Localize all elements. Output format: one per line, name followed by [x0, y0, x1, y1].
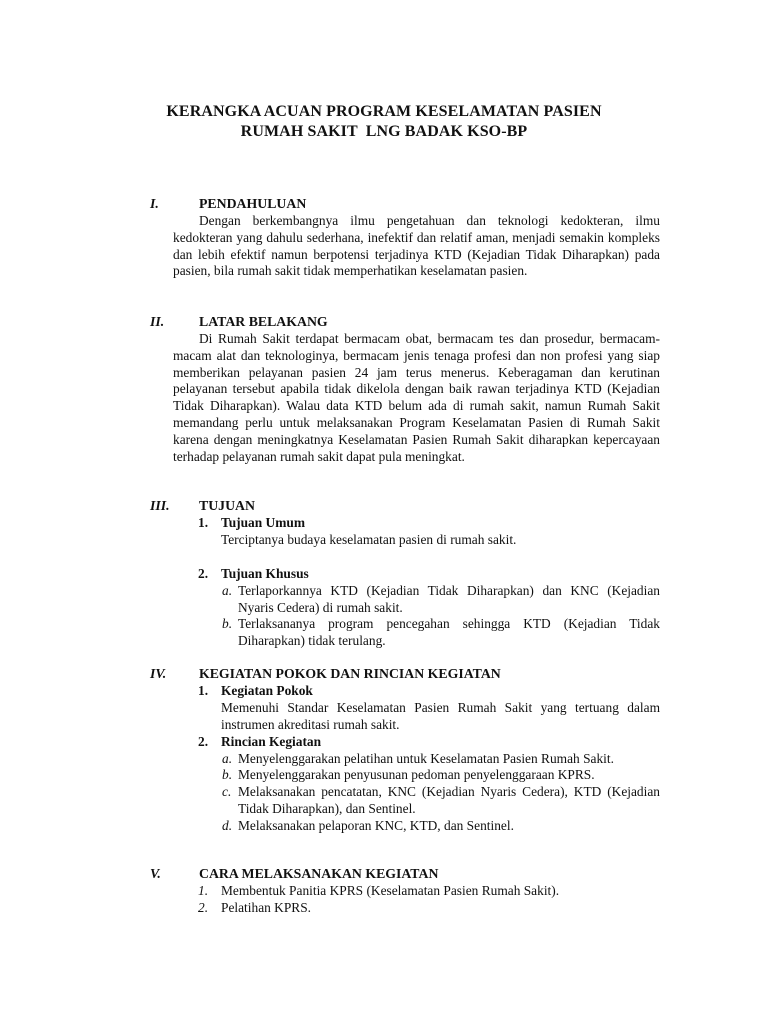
subsection-text: Memenuhi Standar Keselamatan Pasien Rumah Sakit yang tertuang dalam instrumen akreditasi rumah sakit. [221, 700, 660, 732]
section-heading [150, 314, 660, 331]
subsection-number: 1. [198, 515, 209, 530]
section-latar-belakang [150, 314, 660, 465]
subsection-label: Tujuan Khusus [221, 565, 309, 581]
section-heading [150, 498, 660, 515]
subsection-number: 2. [198, 565, 209, 581]
section-paragraph [173, 331, 660, 465]
list-item [222, 583, 660, 617]
list-text: Melaksanakan pencatatan, KNC (Kejadian Nyaris Cedera), KTD (Kejadian Tidak Diharapkan), dan Sentinel. [238, 784, 660, 816]
section-cara-melaksanakan [150, 866, 660, 917]
step-item [198, 883, 660, 900]
section-numeral: V. [150, 866, 161, 881]
list-letter: a. [222, 750, 233, 766]
paragraph-text: Dengan berkembangnya ilmu pengetahuan dan teknologi kedokteran, ilmu kedokteran yang dahulu sederhana, inefektif dan relatif aman, menjadi semakin kompleks dan lebih efektif namun berpotensi terjadinya KTD (Kejadian Tidak Diharapkan) pada pasien, bila rumah sakit tidak memperhatikan keselamatan pasien. [173, 213, 660, 279]
subsection-number: 2. [198, 733, 209, 749]
section-title: PENDAHULUAN [199, 196, 307, 211]
list-item [222, 818, 660, 835]
step-number: 2. [198, 900, 209, 915]
section-numeral: III. [150, 498, 170, 513]
section-numeral: II. [150, 314, 165, 329]
list-item [222, 751, 660, 768]
list-letter: c. [222, 784, 232, 800]
section-numeral: I. [150, 196, 159, 211]
list-text: Menyelenggarakan pelatihan untuk Keselamatan Pasien Rumah Sakit. [238, 750, 614, 766]
section-tujuan [150, 498, 660, 650]
subsection-heading [198, 566, 660, 583]
section-title: CARA MELAKSANAKAN KEGIATAN [199, 866, 439, 881]
section-title: LATAR BELAKANG [199, 314, 328, 329]
subsection-heading [198, 683, 660, 700]
list-item [222, 784, 660, 818]
section-title: TUJUAN [199, 498, 255, 513]
subsection-heading [198, 734, 660, 751]
list-letter: b. [222, 767, 233, 783]
list-letter: a. [222, 582, 233, 598]
subsection-heading [198, 515, 660, 532]
list-letter: d. [222, 817, 233, 833]
paragraph-text: Di Rumah Sakit terdapat bermacam obat, bermacam tes dan prosedur, bermacam-macam alat dan teknologinya, bermacam jenis tenaga profesi dan non profesi yang siap memberikan pelayanan pasien 24 jam terus menerus. Keberagaman dan kerutinan pelayanan tersebut apabila tidak dikelola dengan baik rawan terjadinya KTD (Kejadian Tidak Diharapkan). Walau data KTD belum ada di rumah sakit, namun Rumah Sakit memandang perlu untuk melaksanakan Program Keselamatan Pasien di Rumah Sakit karena dengan meningkatnya Keselamatan Pasien Rumah Sakit diharapkan kepercayaan terhadap pelayanan rumah sakit dapat pula meningkat. [173, 331, 660, 464]
list-text: Terlaksananya program pencegahan sehingga KTD (Kejadian Tidak Diharapkan) tidak terulang. [238, 616, 660, 649]
section-heading [150, 196, 660, 213]
subsection-label: Tujuan Umum [221, 515, 305, 530]
subsection-label: Rincian Kegiatan [221, 733, 322, 749]
list-text: Menyelenggarakan penyusunan pedoman penyelenggaraan KPRS. [238, 767, 595, 783]
section-heading [150, 866, 660, 883]
section-numeral: IV. [150, 666, 167, 681]
step-text: Membentuk Panitia KPRS (Keselamatan Pasien Rumah Sakit). [221, 883, 560, 898]
list-item [222, 616, 660, 650]
step-text: Pelatihan KPRS. [221, 900, 312, 915]
list-item [222, 767, 660, 784]
subsection-label: Kegiatan Pokok [221, 683, 313, 698]
title-line-2: RUMAH SAKIT LNG BADAK KSO-BP [240, 123, 528, 140]
subsection-text: Terciptanya budaya keselamatan pasien di rumah sakit. [221, 532, 517, 547]
step-number: 1. [198, 883, 209, 898]
list-letter: b. [222, 616, 233, 632]
section-heading [150, 666, 660, 683]
title-line-1: KERANGKA ACUAN PROGRAM KESELAMATAN PASIEN [166, 103, 602, 120]
section-kegiatan [150, 666, 660, 835]
section-title: KEGIATAN POKOK DAN RINCIAN KEGIATAN [199, 666, 501, 681]
list-text: Melaksanakan pelaporan KNC, KTD, dan Sentinel. [238, 817, 514, 833]
section-paragraph [173, 213, 660, 280]
subsection-number: 1. [198, 683, 209, 698]
step-item [198, 900, 660, 917]
section-pendahuluan [150, 196, 660, 280]
document-title [0, 102, 768, 142]
list-text: Terlaporkannya KTD (Kejadian Tidak Diharapkan) dan KNC (Kejadian Nyaris Cedera) di rumah sakit. [238, 582, 660, 615]
